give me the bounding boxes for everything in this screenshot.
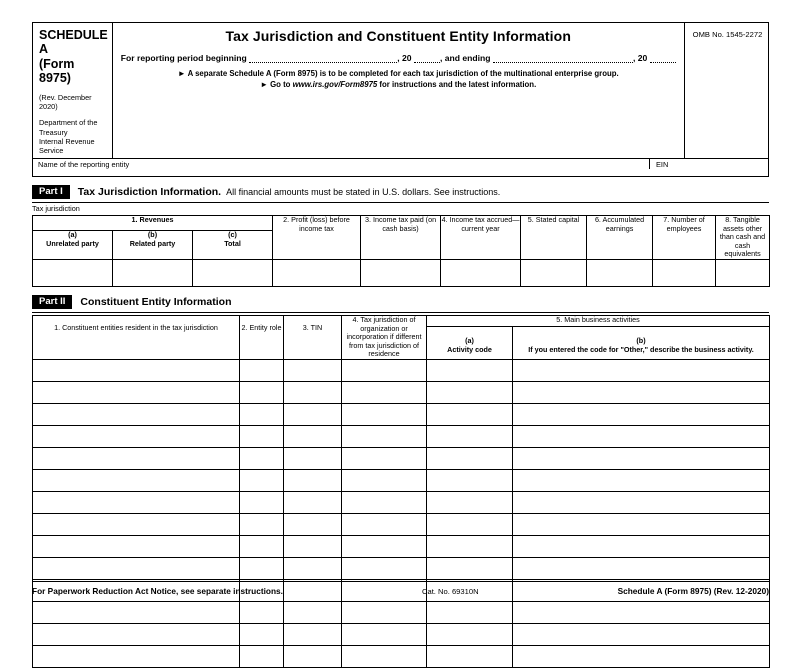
- cell-tin[interactable]: [284, 645, 342, 667]
- cell-tin[interactable]: [284, 469, 342, 491]
- cell-tax-jurisdiction-org[interactable]: [342, 601, 427, 623]
- omb-number: OMB No. 1545-2272: [692, 30, 763, 39]
- period-ending-label: , and ending: [439, 53, 491, 63]
- cell-tin[interactable]: [284, 447, 342, 469]
- cell-tin[interactable]: [284, 381, 342, 403]
- cell-other-description[interactable]: [513, 381, 770, 403]
- separate-schedule-note-text: A separate Schedule A (Form 8975) is to be completed for each tax jurisdiction of the multinational enterprise group.: [187, 69, 619, 78]
- col-activity-code-num: (a): [465, 336, 474, 346]
- col-revenues-total: [193, 231, 273, 260]
- col-profit-loss: [273, 216, 361, 259]
- dept-line-1: Department of the Treasury: [39, 118, 98, 137]
- part-1-tag: Part I: [32, 185, 70, 200]
- table-row[interactable]: [33, 513, 770, 535]
- period-label: For reporting period beginning: [120, 53, 247, 63]
- separate-schedule-note: [121, 69, 676, 78]
- cell-constituent-entity[interactable]: [33, 491, 240, 513]
- schedule-label: [39, 28, 108, 86]
- cell-rev-related[interactable]: [113, 259, 193, 286]
- cell-income-tax-paid[interactable]: [361, 259, 441, 286]
- col-other-description-label: If you entered the code for "Other," describe the business activity.: [528, 344, 754, 354]
- form-reference: Schedule A (Form 8975) (Rev. 12-2020): [617, 586, 769, 596]
- goto-note: [121, 80, 676, 89]
- goto-suffix: for instructions and the latest information.: [379, 80, 537, 89]
- form-footer: [32, 581, 769, 596]
- period-year-1: , 20: [397, 53, 412, 63]
- cell-tin[interactable]: [284, 403, 342, 425]
- col-revenues-group: [33, 216, 273, 231]
- goto-prefix: Go to: [270, 80, 291, 89]
- cell-entity-role[interactable]: [240, 381, 284, 403]
- cell-entity-role[interactable]: [240, 469, 284, 491]
- col-stated-capital-label: 5. Stated capital: [527, 215, 580, 225]
- cell-entity-role[interactable]: [240, 645, 284, 667]
- header-center: [113, 23, 685, 158]
- table-row[interactable]: [33, 557, 770, 579]
- cell-other-description[interactable]: [513, 645, 770, 667]
- cell-other-description[interactable]: [513, 359, 770, 381]
- part-2-table: [32, 315, 770, 667]
- cell-tax-jurisdiction-org[interactable]: [342, 513, 427, 535]
- col-activity-code: [427, 327, 513, 360]
- cell-tin[interactable]: [284, 623, 342, 645]
- period-year-2: , 20: [632, 53, 648, 63]
- cell-tax-jurisdiction-org[interactable]: [342, 359, 427, 381]
- cell-tax-jurisdiction-org[interactable]: [342, 623, 427, 645]
- col-income-tax-accrued: [441, 216, 521, 259]
- cell-entity-role[interactable]: [240, 557, 284, 579]
- table-row[interactable]: [33, 381, 770, 403]
- arrow-right-icon-2: ►: [260, 80, 268, 89]
- col-tax-jurisdiction-org-label: 4. Tax jurisdiction of organization or incorporation if different from tax jurisdiction of residence: [346, 315, 422, 359]
- cell-activity-code[interactable]: [427, 381, 513, 403]
- cell-constituent-entity[interactable]: [33, 425, 240, 447]
- cell-activity-code[interactable]: [427, 623, 513, 645]
- cell-tin[interactable]: [284, 425, 342, 447]
- cell-tax-jurisdiction-org[interactable]: [342, 469, 427, 491]
- cell-tax-jurisdiction-org[interactable]: [342, 557, 427, 579]
- col-main-business-activities: [427, 316, 770, 327]
- period-end-year-input[interactable]: [650, 52, 676, 63]
- dept-line-2: Internal Revenue Service: [39, 136, 95, 155]
- period-begin-input[interactable]: [249, 52, 397, 63]
- catalog-number: Cat. No. 69310N: [421, 587, 479, 596]
- col-main-business-activities-label: 5. Main business activities: [556, 315, 640, 325]
- col-activity-code-label: Activity code: [447, 344, 492, 354]
- part-1-subtitle: All financial amounts must be stated in U.S. dollars. See instructions.: [226, 187, 501, 198]
- table-row[interactable]: [33, 359, 770, 381]
- header-right: [685, 23, 768, 158]
- col-revenues-related: [113, 231, 193, 260]
- table-row[interactable]: [33, 403, 770, 425]
- col-rev-a-num: (a): [68, 230, 77, 240]
- col-tin: [284, 316, 342, 359]
- period-begin-year-input[interactable]: [414, 52, 440, 63]
- cell-entity-role[interactable]: [240, 403, 284, 425]
- col-rev-a-label: Unrelated party: [46, 238, 99, 248]
- reporting-period-line: [121, 52, 676, 63]
- cell-other-description[interactable]: [513, 425, 770, 447]
- cell-other-description[interactable]: [513, 557, 770, 579]
- col-other-description-num: (b): [636, 336, 646, 346]
- cell-tin[interactable]: [284, 491, 342, 513]
- table-row[interactable]: [33, 425, 770, 447]
- cell-entity-role[interactable]: [240, 513, 284, 535]
- cell-constituent-entity[interactable]: [33, 513, 240, 535]
- period-end-input[interactable]: [493, 52, 633, 63]
- col-tax-jurisdiction-org: [342, 316, 427, 359]
- cell-constituent-entity[interactable]: [33, 557, 240, 579]
- cell-constituent-entity[interactable]: [33, 535, 240, 557]
- cell-activity-code[interactable]: [427, 645, 513, 667]
- cell-activity-code[interactable]: [427, 513, 513, 535]
- cell-other-description[interactable]: [513, 403, 770, 425]
- reporting-entity-name-field[interactable]: [33, 159, 650, 169]
- cell-constituent-entity[interactable]: [33, 381, 240, 403]
- cell-other-description[interactable]: [513, 491, 770, 513]
- page-title: Tax Jurisdiction and Constituent Entity Information: [225, 28, 571, 44]
- table-row[interactable]: [33, 645, 770, 667]
- col-entity-role-label: 2. Entity role: [241, 323, 282, 333]
- cell-accumulated-earnings[interactable]: [587, 259, 653, 286]
- cell-activity-code[interactable]: [427, 491, 513, 513]
- table-row[interactable]: [33, 469, 770, 491]
- cell-entity-role[interactable]: [240, 447, 284, 469]
- ein-label: EIN: [656, 159, 669, 169]
- table-row[interactable]: [33, 259, 770, 286]
- cell-activity-code[interactable]: [427, 601, 513, 623]
- part-2-rule: [32, 312, 769, 313]
- cell-other-description[interactable]: [513, 447, 770, 469]
- cell-other-description[interactable]: [513, 623, 770, 645]
- cell-tangible-assets[interactable]: [716, 259, 770, 286]
- cell-activity-code[interactable]: [427, 535, 513, 557]
- ein-field[interactable]: [650, 159, 768, 169]
- cell-other-description[interactable]: [513, 469, 770, 491]
- tax-jurisdiction-label: Tax jurisdiction: [32, 204, 80, 214]
- cell-tax-jurisdiction-org[interactable]: [342, 535, 427, 557]
- part-2-bar: [32, 295, 770, 310]
- cell-activity-code[interactable]: [427, 359, 513, 381]
- cell-activity-code[interactable]: [427, 447, 513, 469]
- cell-tax-jurisdiction-org[interactable]: [342, 491, 427, 513]
- cell-activity-code[interactable]: [427, 403, 513, 425]
- col-entity-role: [240, 316, 284, 359]
- cell-tax-jurisdiction-org[interactable]: [342, 447, 427, 469]
- cell-constituent-entity[interactable]: [33, 359, 240, 381]
- part-2-header-row-1: [33, 316, 770, 327]
- cell-tax-jurisdiction-org[interactable]: [342, 645, 427, 667]
- cell-stated-capital[interactable]: [521, 259, 587, 286]
- cell-tin[interactable]: [284, 601, 342, 623]
- cell-tin[interactable]: [284, 557, 342, 579]
- cell-tin[interactable]: [284, 535, 342, 557]
- cell-entity-role[interactable]: [240, 425, 284, 447]
- cell-entity-role[interactable]: [240, 601, 284, 623]
- cell-tax-jurisdiction-org[interactable]: [342, 425, 427, 447]
- cell-income-tax-accrued[interactable]: [441, 259, 521, 286]
- col-profit-loss-label: 2. Profit (loss) before income tax: [283, 215, 350, 233]
- col-tangible-assets-label: 8. Tangible assets other than cash and cash equivalents: [719, 215, 766, 259]
- reporting-entity-name-label: Name of the reporting entity: [38, 159, 130, 169]
- col-other-description: [513, 327, 770, 360]
- header-row: [33, 23, 768, 158]
- part-1-bar: [32, 185, 770, 200]
- table-row[interactable]: [33, 447, 770, 469]
- col-accumulated-earnings-label: 6. Accumulated earnings: [594, 215, 645, 233]
- cell-constituent-entity[interactable]: [33, 623, 240, 645]
- col-number-employees: [653, 216, 716, 259]
- cell-activity-code[interactable]: [427, 469, 513, 491]
- col-income-tax-paid: [361, 216, 441, 259]
- table-row[interactable]: [33, 601, 770, 623]
- cell-tin[interactable]: [284, 359, 342, 381]
- part-1-rule: [32, 202, 769, 203]
- col-constituent-entities-label: 1. Constituent entities resident in the tax jurisdiction: [54, 323, 218, 333]
- cell-rev-unrelated[interactable]: [33, 259, 113, 286]
- col-rev-c-label: Total: [224, 238, 241, 248]
- cell-entity-role[interactable]: [240, 491, 284, 513]
- part-1-title: Tax Jurisdiction Information.: [77, 186, 222, 199]
- paperwork-notice: For Paperwork Reduction Act Notice, see separate instructions.: [32, 586, 283, 596]
- header-left: [33, 23, 113, 158]
- part-2-tag: Part II: [32, 295, 72, 310]
- table-row[interactable]: [33, 623, 770, 645]
- table-row[interactable]: [33, 535, 770, 557]
- cell-entity-role[interactable]: [240, 623, 284, 645]
- cell-entity-role[interactable]: [240, 359, 284, 381]
- schedule-name: SCHEDULE A: [39, 28, 108, 57]
- cell-tin[interactable]: [284, 513, 342, 535]
- cell-other-description[interactable]: [513, 601, 770, 623]
- col-revenues-group-label: 1. Revenues: [131, 215, 174, 225]
- footer-row: [32, 582, 769, 596]
- col-stated-capital: [521, 216, 587, 259]
- cell-activity-code[interactable]: [427, 557, 513, 579]
- cell-other-description[interactable]: [513, 535, 770, 557]
- cell-tax-jurisdiction-org[interactable]: [342, 403, 427, 425]
- arrow-right-icon: ►: [177, 69, 186, 78]
- col-number-employees-label: 7. Number of employees: [663, 215, 705, 233]
- cell-tax-jurisdiction-org[interactable]: [342, 381, 427, 403]
- col-constituent-entities: [33, 316, 240, 359]
- col-rev-b-num: (b): [147, 230, 158, 240]
- form-number: (Form 8975): [39, 56, 75, 86]
- cell-other-description[interactable]: [513, 513, 770, 535]
- col-revenues-unrelated: [33, 231, 113, 260]
- col-rev-b-label: Related party: [129, 238, 176, 248]
- name-ein-row: [33, 158, 768, 176]
- cell-constituent-entity[interactable]: [33, 469, 240, 491]
- col-income-tax-accrued-label: 4. Income tax accrued—current year: [441, 215, 520, 233]
- cell-constituent-entity[interactable]: [33, 447, 240, 469]
- cell-rev-total[interactable]: [193, 259, 273, 286]
- cell-entity-role[interactable]: [240, 535, 284, 557]
- col-income-tax-paid-label: 3. Income tax paid (on cash basis): [364, 215, 437, 233]
- cell-constituent-entity[interactable]: [33, 403, 240, 425]
- cell-number-employees[interactable]: [653, 259, 716, 286]
- col-tin-label: 3. TIN: [302, 323, 323, 333]
- part-1-header-row-1: [33, 216, 770, 231]
- col-accumulated-earnings: [587, 216, 653, 259]
- cell-profit-loss[interactable]: [273, 259, 361, 286]
- cell-constituent-entity[interactable]: [33, 645, 240, 667]
- col-rev-c-num: (c): [228, 230, 237, 240]
- form-header-box: [32, 22, 769, 177]
- revision-date: (Rev. December 2020): [39, 92, 92, 111]
- part-1-table: [32, 215, 770, 286]
- cell-constituent-entity[interactable]: [33, 601, 240, 623]
- cell-activity-code[interactable]: [427, 425, 513, 447]
- part-2-body: [33, 359, 770, 667]
- table-row[interactable]: [33, 491, 770, 513]
- col-tangible-assets: [716, 216, 770, 259]
- irs-form-link[interactable]: www.irs.gov/Form8975: [292, 80, 378, 89]
- department: [39, 118, 108, 154]
- part-2-title: Constituent Entity Information: [80, 296, 232, 309]
